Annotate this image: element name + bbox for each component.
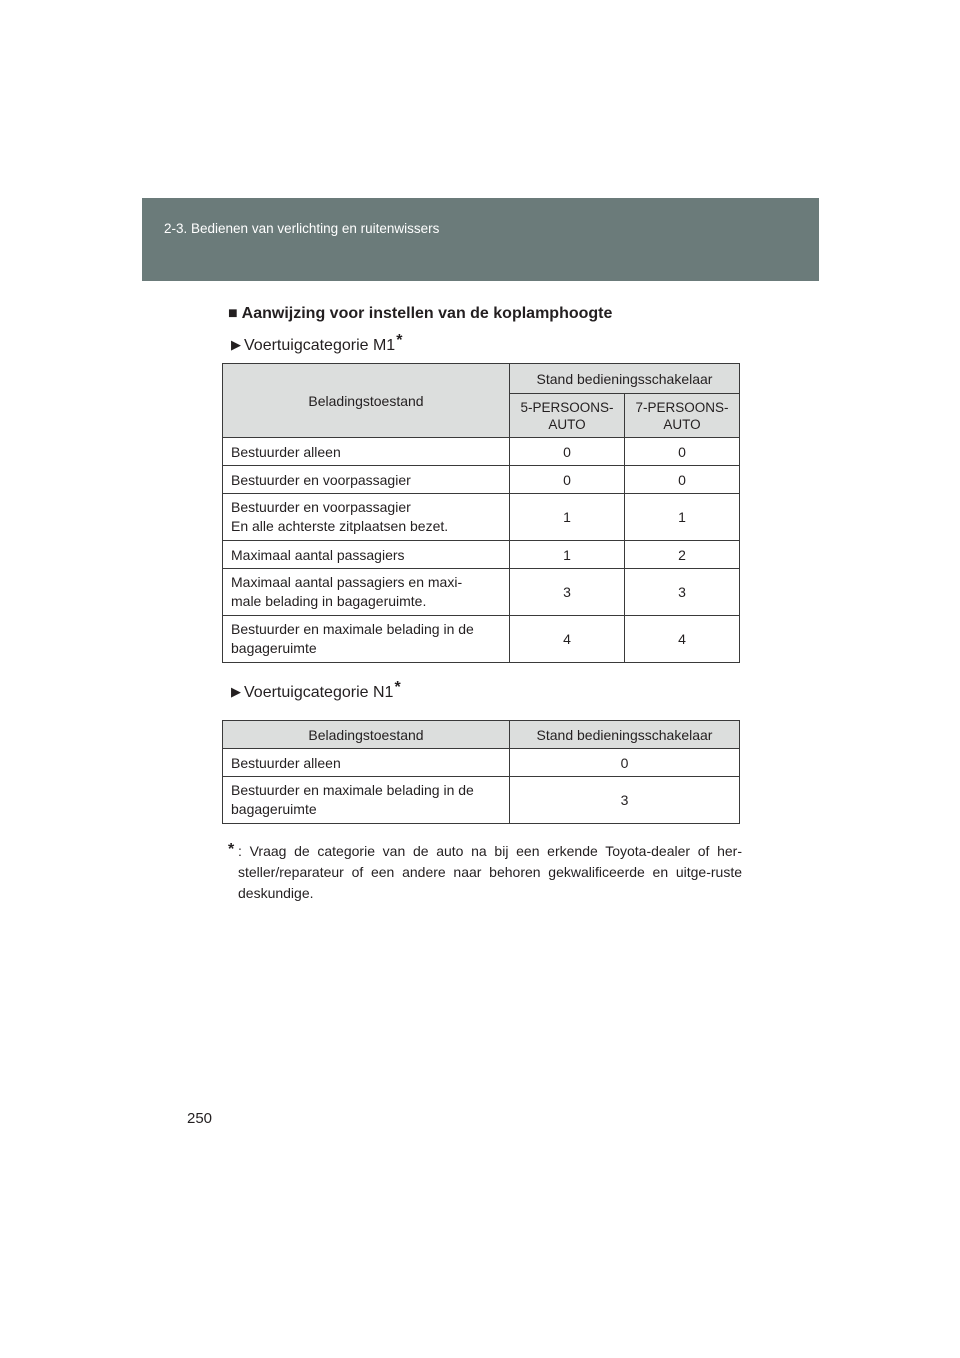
row-condition: Bestuurder en maximale belading in de bagageruimte — [223, 777, 510, 824]
table-n1 — [222, 720, 740, 824]
row-condition: Bestuurder en voorpassagier — [223, 466, 510, 494]
row-value-5: 0 — [510, 438, 625, 466]
row-value-7: 1 — [625, 494, 740, 541]
row-value-5: 4 — [510, 616, 625, 663]
row-value-7: 4 — [625, 616, 740, 663]
table-row — [223, 749, 740, 777]
table-row — [223, 616, 740, 663]
table-row — [223, 494, 740, 541]
table-row — [223, 438, 740, 466]
header-7-seater: 7-PERSOONS- AUTO — [625, 394, 740, 438]
row-condition: Bestuurder en voorpassagier En alle achterste zitplaatsen bezet. — [223, 494, 510, 541]
header-switch: Stand bedieningsschakelaar — [510, 721, 740, 749]
row-condition: Bestuurder alleen — [223, 438, 510, 466]
square-bullet-icon: ■ — [228, 305, 238, 322]
header-condition: Beladingstoestand — [223, 721, 510, 749]
subhead-n1 — [231, 679, 401, 702]
table-row — [223, 466, 740, 494]
row-value-7: 0 — [625, 438, 740, 466]
header-condition: Beladingstoestand — [223, 364, 510, 438]
footnote — [228, 841, 742, 904]
table-row — [223, 569, 740, 616]
row-condition: Maximaal aantal passagiers en maxi- male belading in bagageruimte. — [223, 569, 510, 616]
table-row — [223, 777, 740, 824]
section-title-text: Aanwijzing voor instellen van de koplamphoogte — [241, 305, 613, 322]
row-value: 0 — [510, 749, 740, 777]
row-value: 3 — [510, 777, 740, 824]
table-m1 — [222, 363, 740, 663]
section-title — [228, 305, 612, 323]
page-number: 250 — [187, 1110, 213, 1127]
triangle-right-icon: ▶ — [231, 684, 241, 699]
subhead-m1 — [231, 332, 402, 355]
asterisk-mark: * — [394, 679, 401, 696]
row-value-5: 3 — [510, 569, 625, 616]
footnote-text: : Vraag de categorie van de auto na bij een erkende Toyota-dealer of her-steller/reparateur of een andere naar behoren gekwalificeerde en uitge-ruste deskundige. — [238, 843, 742, 901]
row-condition: Maximaal aantal passagiers — [223, 541, 510, 569]
subhead-m1-label: Voertuigcategorie M1 — [244, 337, 396, 354]
row-condition: Bestuurder en maximale belading in de bagageruimte — [223, 616, 510, 663]
row-value-5: 0 — [510, 466, 625, 494]
row-value-7: 2 — [625, 541, 740, 569]
table-row — [223, 541, 740, 569]
header-band — [142, 198, 819, 281]
footnote-asterisk: * — [228, 841, 235, 858]
row-value-5: 1 — [510, 494, 625, 541]
header-switch: Stand bedieningsschakelaar — [510, 364, 740, 394]
row-condition: Bestuurder alleen — [223, 749, 510, 777]
row-value-7: 3 — [625, 569, 740, 616]
asterisk-mark: * — [396, 332, 403, 349]
row-value-5: 1 — [510, 541, 625, 569]
breadcrumb: 2-3. Bedienen van verlichting en ruitenwissers — [164, 221, 440, 236]
triangle-right-icon: ▶ — [231, 337, 241, 352]
subhead-n1-label: Voertuigcategorie N1 — [244, 684, 394, 701]
header-5-seater: 5-PERSOONS- AUTO — [510, 394, 625, 438]
row-value-7: 0 — [625, 466, 740, 494]
